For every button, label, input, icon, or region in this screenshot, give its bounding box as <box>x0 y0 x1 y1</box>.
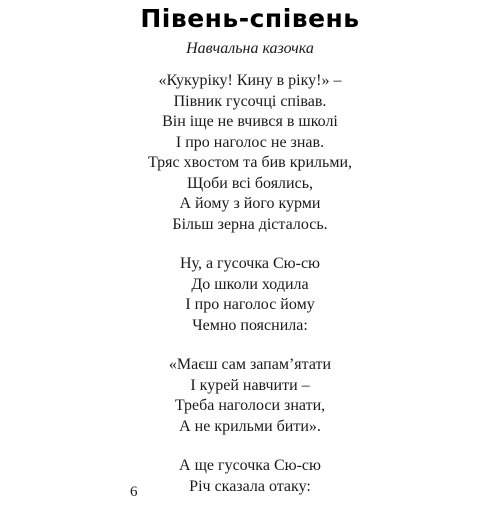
stanza-2 <box>0 254 500 336</box>
poem-line: І про наголос йому <box>185 296 315 313</box>
poem-line: І курей навчити – <box>190 376 310 394</box>
poem-subtitle: Навчальна казочка <box>186 40 314 57</box>
poem-line: Річ сказала отаку: <box>189 477 311 495</box>
stanza-1 <box>0 71 500 235</box>
poem-line: «Маєш сам запам’ятати <box>168 356 332 373</box>
poem-line: А йому з його курми <box>179 195 321 212</box>
stanza-3 <box>0 355 500 437</box>
poem-line: Більш зерна дісталось. <box>172 215 328 233</box>
poem-line: Він іще не вчився в школі <box>162 113 338 130</box>
poem-line: Півник гусочці співав. <box>173 92 327 110</box>
poem-line: Щоби всі боялись, <box>187 174 313 192</box>
poem-line: Треба наголоси знати, <box>174 397 326 414</box>
stanza-4 <box>0 456 500 497</box>
poem-line: А ще гусочка Сю-сю <box>179 457 321 474</box>
page-number: 6 <box>130 484 138 500</box>
poem-line: Чемно пояснила: <box>192 316 308 334</box>
poem-line: «Кукуріку! Кину в ріку!» – <box>158 72 342 89</box>
poem-body <box>0 71 500 516</box>
poem-line: До школи ходила <box>191 275 309 293</box>
poem-line: А не крильми бити». <box>179 417 321 435</box>
poem-title: Півень-співень <box>140 4 360 33</box>
poem-line: Ну, а гусочка Сю-сю <box>180 255 320 272</box>
poem-line: І про наголос не знав. <box>175 133 325 151</box>
poem-line: Тряс хвостом та бив крильми, <box>147 154 353 171</box>
